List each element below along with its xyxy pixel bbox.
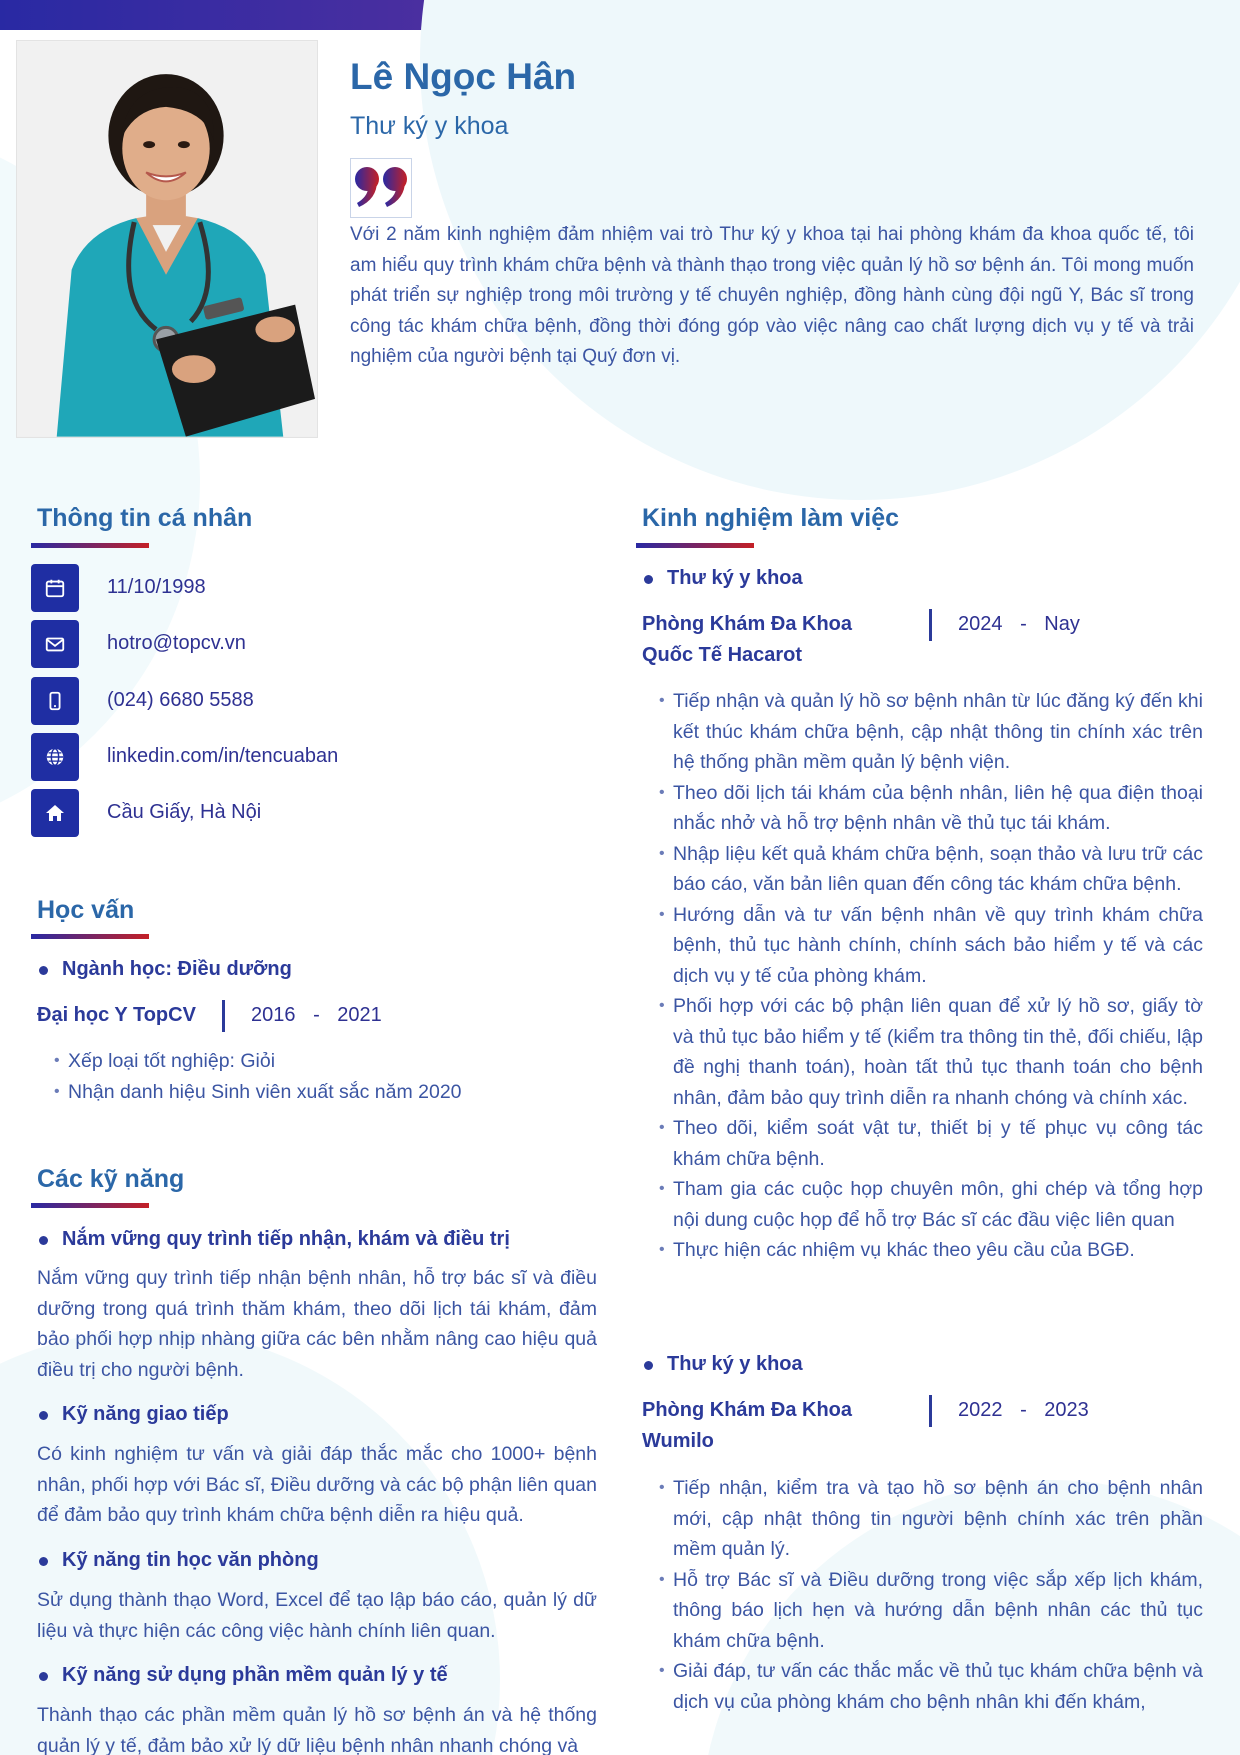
info-row-address <box>31 789 262 837</box>
skill-description: Sử dụng thành thạo Word, Excel để tạo lập báo cáo, quản lý dữ liệu và thực hiện các công việc hành chính liên quan. <box>37 1589 597 1642</box>
globe-icon <box>31 733 79 781</box>
bullet-dot <box>39 966 48 975</box>
education-start: 2016 <box>251 1004 296 1026</box>
info-website[interactable]: linkedin.com/in/tencuaban <box>107 745 339 767</box>
list-item: • Phối hợp với các bộ phận liên quan để xử lý hồ sơ, giấy tờ và thủ tục bảo hiểm y tế (kiểm tra thông tin thẻ, đối chiếu, lập đề nghị thanh toán), hoàn tất thủ tục thanh toán cho bệnh nhân, đảm bảo quy trình diễn ra nhanh chóng và chính xác. <box>659 991 1203 1113</box>
email-icon <box>31 620 79 668</box>
job-end: Nay <box>1044 613 1080 635</box>
bullet-dot <box>39 1411 48 1420</box>
quote-icon <box>350 158 412 218</box>
skill-name: Nắm vững quy trình tiếp nhận, khám và điều trị <box>62 1228 510 1250</box>
job-start: 2022 <box>958 1399 1003 1421</box>
section-title-personal-info: Thông tin cá nhân <box>37 504 253 532</box>
bullet-dot <box>644 575 653 584</box>
job-tasks <box>659 1473 1203 1717</box>
info-phone[interactable]: (024) 6680 5588 <box>107 689 254 711</box>
info-row-phone <box>31 677 254 725</box>
skill-description: Nắm vững quy trình tiếp nhận bệnh nhân, hỗ trợ bác sĩ và điều dưỡng trong quá trình thăm khám, theo dõi lịch tái khám, đảm bảo phối hợp nhịp nhàng giữa các bên nhằm nâng cao hiệu quả điều trị cho người bệnh. <box>37 1267 597 1381</box>
skill-name: Kỹ năng giao tiếp <box>62 1403 229 1425</box>
date-dash: - <box>313 1004 320 1026</box>
phone-icon <box>31 677 79 725</box>
info-address: Cầu Giấy, Hà Nội <box>107 801 262 823</box>
bullet-dot <box>39 1236 48 1245</box>
job-date-range <box>958 1399 1089 1422</box>
skill-description: Thành thạo các phần mềm quản lý hồ sơ bệnh án và hệ thống quản lý y tế, đảm bảo xử lý dữ liệu bệnh nhân nhanh chóng và <box>37 1704 597 1755</box>
info-row-website <box>31 733 339 781</box>
calendar-icon <box>31 564 79 612</box>
skill-description: Có kinh nghiệm tư vấn và giải đáp thắc mắc cho 1000+ bệnh nhân, phối hợp với Bác sĩ, Điều dưỡng và các bộ phận liên quan để đảm bảo quy trình khám chữa bệnh diễn ra hiệu quả. <box>37 1443 597 1526</box>
list-item: • Xếp loại tốt nghiệp: Giỏi <box>54 1046 614 1077</box>
bullet-dot <box>644 1361 653 1370</box>
education-major: Ngành học: Điều dưỡng <box>62 958 292 980</box>
candidate-job-title: Thư ký y khoa <box>350 112 509 140</box>
vertical-divider <box>222 1000 225 1032</box>
education-end: 2021 <box>337 1004 382 1026</box>
list-item: • Giải đáp, tư vấn các thắc mắc về thủ tục khám chữa bệnh và dịch vụ của phòng khám cho bệnh nhân khi đến khám, <box>659 1656 1203 1717</box>
education-date-range <box>251 1004 382 1027</box>
profile-summary: Với 2 năm kinh nghiệm đảm nhiệm vai trò Thư ký y khoa tại hai phòng khám đa khoa quốc tế, tôi am hiểu quy trình khám chữa bệnh và thành thạo trong việc quản lý hồ sơ bệnh án. Tôi mong muốn phát triển sự nghiệp trong môi trường y tế chuyên nghiệp, đồng hành cùng đội ngũ Y, Bác sĩ trong công tác khám chữa bệnh, đồng thời đóng góp vào việc nâng cao chất lượng dịch vụ y tế và trải nghiệm của người bệnh tại Quý đơn vị. <box>350 224 1194 367</box>
section-underline <box>31 934 149 939</box>
date-dash: - <box>1020 1399 1027 1421</box>
list-item: • Theo dõi lịch tái khám của bệnh nhân, liên hệ qua điện thoại nhắc nhở và hỗ trợ bệnh nhân về thủ tục tái khám. <box>659 778 1203 839</box>
section-title-skills: Các kỹ năng <box>37 1165 185 1193</box>
skill-name: Kỹ năng tin học văn phòng <box>62 1549 319 1571</box>
date-dash: - <box>1020 613 1027 635</box>
info-row-birthday <box>31 564 206 612</box>
job-company: Phòng Khám Đa Khoa Quốc Tế Hacarot <box>642 613 853 666</box>
job-role: Thư ký y khoa <box>667 1353 803 1375</box>
section-underline <box>31 1203 149 1208</box>
profile-photo <box>16 40 318 438</box>
list-item: • Nhận danh hiệu Sinh viên xuất sắc năm 2020 <box>54 1077 614 1108</box>
job-start: 2024 <box>958 613 1003 635</box>
education-details <box>54 1046 614 1107</box>
list-item: • Hỗ trợ Bác sĩ và Điều dưỡng trong việc sắp xếp lịch khám, thông báo lịch hẹn và hướng dẫn bệnh nhân các thủ tục khám chữa bệnh. <box>659 1565 1203 1657</box>
info-row-email <box>31 620 246 668</box>
section-underline <box>636 543 754 548</box>
list-item: • Hướng dẫn và tư vấn bệnh nhân về quy trình khám chữa bệnh, thủ tục hành chính, chính sách bảo hiểm y tế và các dịch vụ y tế của phòng khám. <box>659 900 1203 992</box>
list-item: • Thực hiện các nhiệm vụ khác theo yêu cầu của BGĐ. <box>659 1235 1203 1266</box>
bullet-dot <box>39 1557 48 1566</box>
candidate-name: Lê Ngọc Hân <box>350 56 577 97</box>
background-shape <box>0 1330 500 1755</box>
info-email[interactable]: hotro@topcv.vn <box>107 632 246 654</box>
job-tasks <box>659 686 1203 1266</box>
job-end: 2023 <box>1044 1399 1089 1421</box>
section-underline <box>31 543 149 548</box>
list-item: • Nhập liệu kết quả khám chữa bệnh, soạn thảo và lưu trữ các báo cáo, văn bản liên quan đến công tác khám chữa bệnh. <box>659 839 1203 900</box>
info-birthday: 11/10/1998 <box>107 576 206 598</box>
list-item: • Theo dõi, kiểm soát vật tư, thiết bị y tế phục vụ công tác khám chữa bệnh. <box>659 1113 1203 1174</box>
list-item: • Tiếp nhận và quản lý hồ sơ bệnh nhân từ lúc đăng ký đến khi kết thúc khám chữa bệnh, cập nhật thông tin chính xác trên hệ thống phần mềm quản lý bệnh viện. <box>659 686 1203 778</box>
skill-name: Kỹ năng sử dụng phần mềm quản lý y tế <box>62 1664 448 1686</box>
bullet-dot <box>39 1672 48 1681</box>
vertical-divider <box>929 609 932 641</box>
education-school: Đại học Y TopCV <box>37 1004 196 1026</box>
job-company: Phòng Khám Đa Khoa Wumilo <box>642 1399 853 1452</box>
home-icon <box>31 789 79 837</box>
list-item: • Tham gia các cuộc họp chuyên môn, ghi chép và tổng hợp nội dung cuộc họp để hỗ trợ Bác sĩ các đầu việc liên quan <box>659 1174 1203 1235</box>
job-role: Thư ký y khoa <box>667 567 803 589</box>
section-title-education: Học vấn <box>37 896 135 924</box>
section-title-experience: Kinh nghiệm làm việc <box>642 504 900 532</box>
list-item: • Tiếp nhận, kiểm tra và tạo hồ sơ bệnh án cho bệnh nhân mới, cập nhật thông tin người bệnh chính xác trên phần mềm quản lý. <box>659 1473 1203 1565</box>
job-date-range <box>958 613 1080 636</box>
vertical-divider <box>929 1395 932 1427</box>
